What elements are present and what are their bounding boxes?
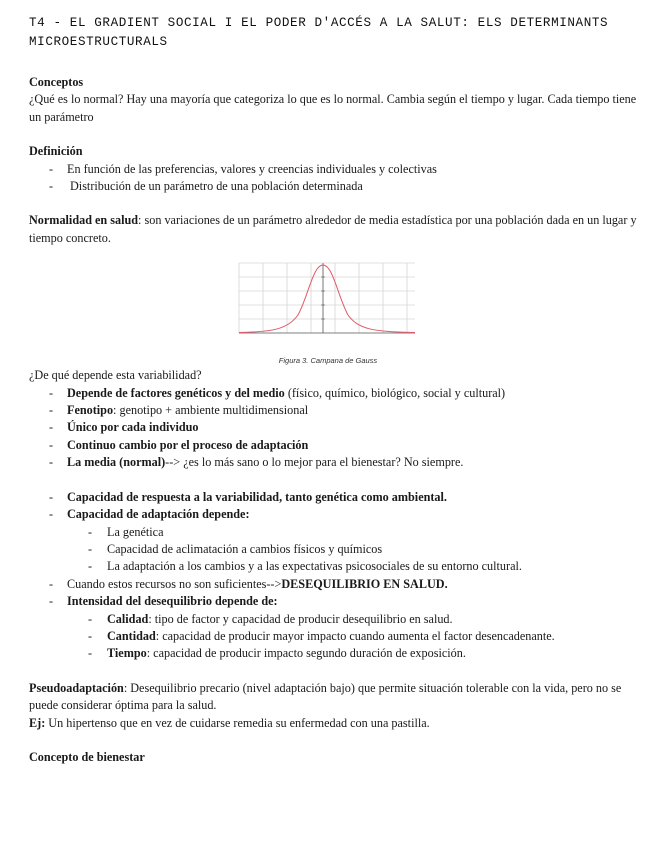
figure-caption: Figura 3. Campana de Gauss xyxy=(278,356,378,366)
bienestar-heading: Concepto de bienestar xyxy=(29,749,145,764)
list-item: - Capacidad de aclimatación a cambios físicos y químicos xyxy=(29,541,639,558)
list-item: - La genética xyxy=(29,524,639,541)
gauss-curve-image xyxy=(233,257,423,349)
document-title: T4 - EL GRADIENT SOCIAL I EL PODER D'ACCÉS A LA SALUT: ELS DETERMINANTS MICROESTRUCTURALS xyxy=(29,16,609,49)
normalidad-paragraph: Normalidad en salud: son variaciones de un parámetro alrededor de media estadística por una población dada en un lugar y tiempo concreto. xyxy=(29,213,637,245)
list-item: - Depende de factores genéticos y del medio (físico, químico, biológico, social y cultural) xyxy=(29,385,639,402)
example-paragraph: Ej: Un hipertenso que en vez de cuidarse remedia su enfermedad con una pastilla. xyxy=(29,715,430,730)
list-item: - Capacidad de respuesta a la variabilidad, tanto genética como ambiental. xyxy=(29,489,639,506)
list-item: - En función de las preferencias, valores y creencias individuales y colectivas xyxy=(29,161,639,178)
document-page xyxy=(29,14,639,766)
adaptacion-sublist xyxy=(29,524,639,576)
list-item: - Único por cada individuo xyxy=(29,419,639,436)
list-item: - Distribución de un parámetro de una población determinada xyxy=(29,178,639,195)
intensidad-sublist xyxy=(29,611,639,663)
list-item: - Capacidad de adaptación depende: - La genética - Capacidad de aclimatación a cambios físicos y químicos - La adaptación a los cambios y a las expectativas psicosociales de su entorno cultural. xyxy=(29,506,639,576)
list-item: - Continuo cambio por el proceso de adaptación xyxy=(29,437,639,454)
list-item: - Cuando estos recursos no son suficientes-->DESEQUILIBRIO EN SALUD. xyxy=(29,576,639,593)
list-item: - Intensidad del desequilibrio depende de: - Calidad: tipo de factor y capacidad de producir desequilibrio en salud. - Cantidad: capacidad de producir mayor impacto cuando aumenta el factor desencadenante. - Tiempo: capacidad de producir impacto segundo duración de exposición. xyxy=(29,593,639,663)
list-item: - La media (normal)--> ¿es lo más sano o lo mejor para el bienestar? No siempre. xyxy=(29,454,639,471)
definicion-heading: Definición xyxy=(29,144,83,159)
list-item: - Tiempo: capacidad de producir impacto segundo duración de exposición. xyxy=(29,645,639,662)
conceptos-text: ¿Qué es lo normal? Hay una mayoría que categoriza lo que es lo normal. Cambia según el tiempo y lugar. Cada tiempo tiene un parámetro xyxy=(29,92,637,124)
list-item: - Calidad: tipo de factor y capacidad de producir desequilibrio en salud. xyxy=(29,611,639,628)
list-item: - Fenotipo: genotipo + ambiente multidimensional xyxy=(29,402,639,419)
conceptos-heading: Conceptos xyxy=(29,75,84,89)
variabilidad-list xyxy=(29,385,639,472)
capacidad-list xyxy=(29,489,639,663)
pseudoadaptacion-paragraph: Pseudoadaptación: Desequilibrio precario (nivel adaptación bajo) que permite situación tolerable con la vida, pero no se puede considerar óptima para la salud. xyxy=(29,680,622,713)
list-item: - Cantidad: capacidad de producir mayor impacto cuando aumenta el factor desencadenante. xyxy=(29,628,639,645)
list-item: - La adaptación a los cambios y a las expectativas psicosociales de su entorno cultural. xyxy=(29,558,639,575)
gauss-figure xyxy=(29,257,639,367)
definicion-list xyxy=(29,161,639,196)
variabilidad-question: ¿De qué depende esta variabilidad? xyxy=(29,368,202,383)
